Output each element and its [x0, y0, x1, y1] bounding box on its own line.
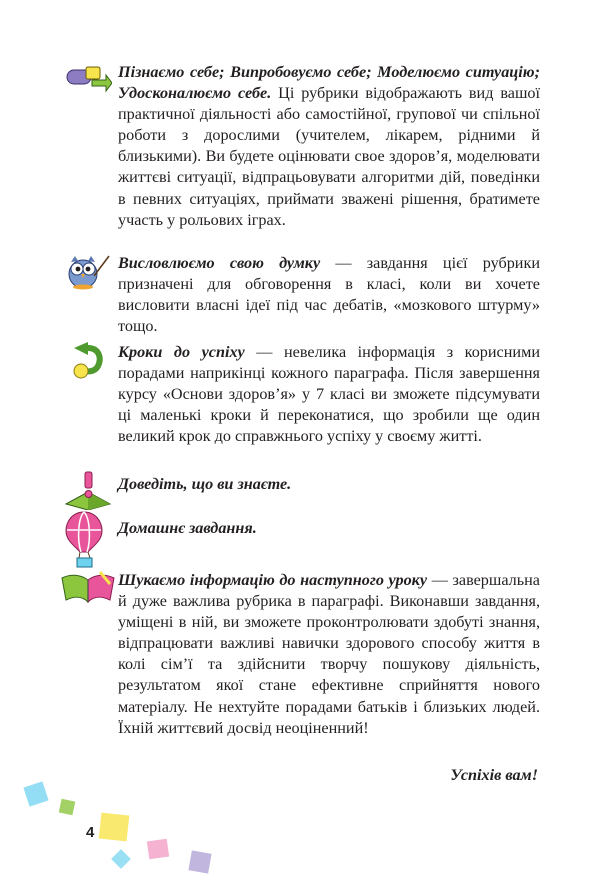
hot-air-balloon-icon	[64, 510, 104, 568]
rubric-description: — завдання цієї рубрики призначені для обговорення в класі, коли ви хочете висловити власні ідеї під час дебатів, «мозкового штурму» тощо.	[118, 254, 540, 336]
page-number: 4	[86, 824, 95, 841]
rubric-title: Доведіть, що ви знаєте.	[118, 475, 292, 493]
rubric-description: Ці рубрики відображають вид вашої практичної діяльності або самостійної, групової чи спільної роботи з дорослими (учителем, лікарем, рідними й близькими). Ви будете оцінювати свое здоров’я, моделювати життєві ситуації, відпрацьовувати алгоритми дій, поведінки в певних ситуаціях, приймати зважені рішення, братимете участь у рольових іграх.	[118, 84, 541, 229]
entry-paragraph	[118, 518, 540, 539]
rubric-title: Шукаємо інформацію до наступного уроку	[118, 571, 428, 589]
entry-paragraph	[118, 342, 540, 447]
entry-paragraph	[118, 62, 540, 231]
entry-prove-knowledge	[118, 474, 540, 495]
open-book-icon	[60, 570, 116, 604]
decorative-squares	[0, 770, 260, 890]
entry-find-information	[118, 570, 540, 739]
entry-steps-to-success	[118, 342, 540, 447]
closing-wish: Успіхів вам!	[450, 766, 538, 784]
entry-self-discovery	[118, 62, 540, 231]
rubric-description: — завершальна й дуже важлива рубрика в параграфі. Виконавши завдання, уміщені в ній, ви зможете проконтролювати здобуті знання, відпрацювати важливі навички здорового способу життя в колі сім’ї та здійснити творчу пошукову діяльність, результатом якої стане ефективне сприйняття нового матеріалу. Не нехтуйте порадами батьків і близьких людей. Їхній життєвий досвід неоціненний!	[118, 571, 540, 737]
entry-express-opinion	[118, 253, 540, 337]
entry-paragraph	[118, 253, 540, 337]
exclamation-pyramid-icon	[64, 470, 112, 510]
rubric-title: Кроки до успіху	[118, 343, 245, 361]
rubric-title: Пізнаємо себе; Випробовуємо себе; Моделюємо ситуацію; Удосконалюємо себе.	[118, 63, 540, 103]
rubric-title: Висловлюємо свою думку	[118, 254, 321, 272]
steps-arrow-icon	[70, 342, 104, 380]
rubric-description: — невелика інформація з корисними порадами наприкінці кожного параграфа. Після завершення курсу «Основи здоров’я» у 7 класі ви зможете підсумувати ці маленькі кроки й переконатися, що зробили ще один великий крок до справжнього успіху у своєму житті.	[118, 343, 540, 446]
owl-icon	[66, 252, 110, 290]
entry-paragraph	[118, 570, 540, 739]
entry-paragraph	[118, 474, 540, 495]
entry-homework	[118, 518, 540, 539]
self-discovery-icon	[66, 64, 112, 94]
rubric-title: Домашнє завдання.	[118, 519, 257, 537]
